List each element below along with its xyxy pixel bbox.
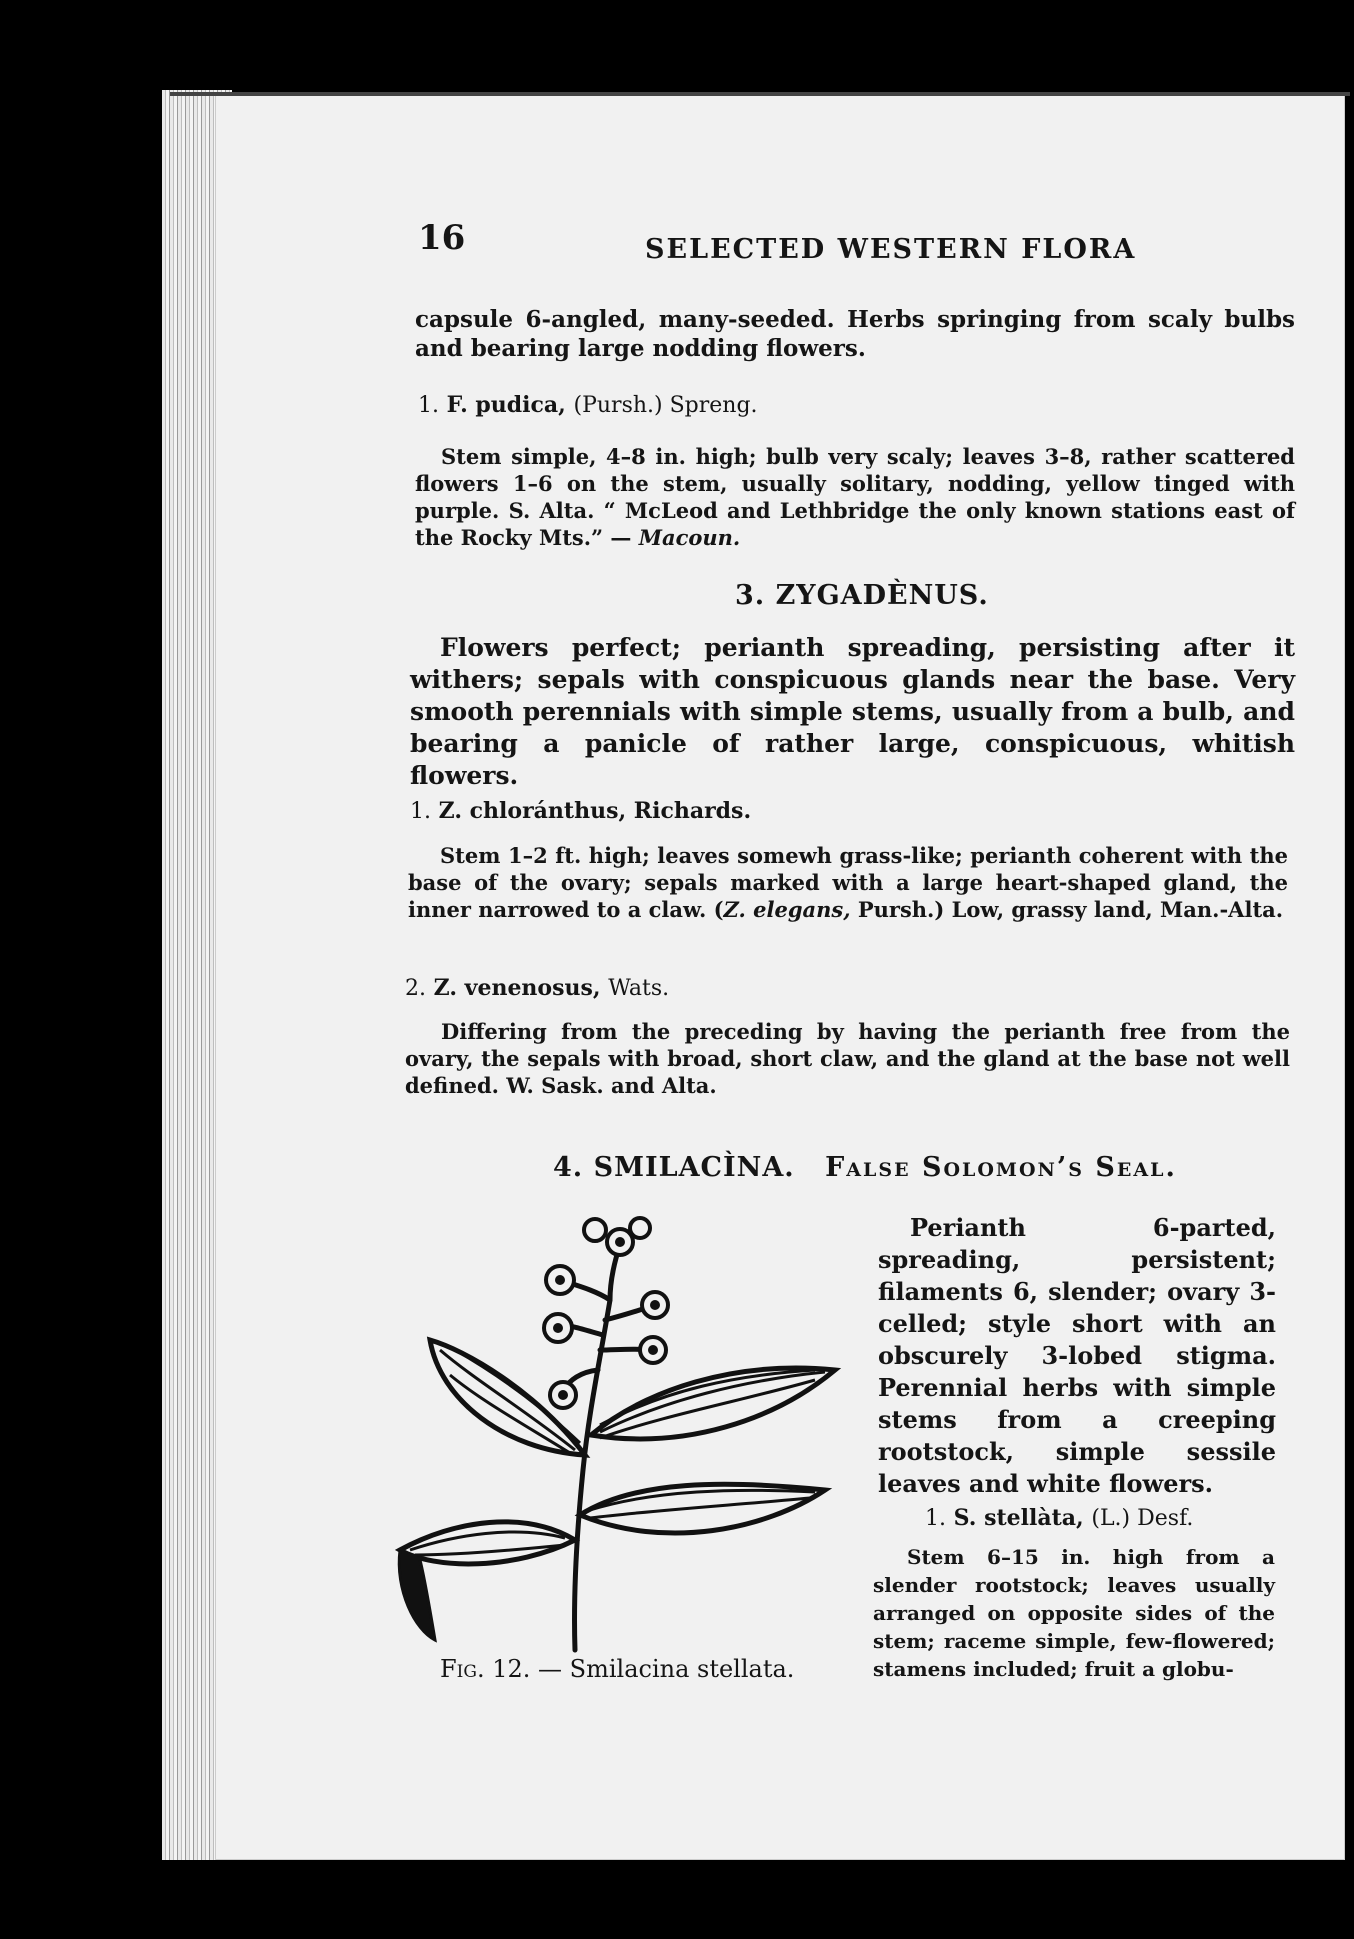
species-heading-z-venenosus — [405, 975, 669, 1001]
genus-name: 4. SMILACÌNA. — [553, 1152, 795, 1183]
running-header: SELECTED WESTERN FLORA — [645, 234, 1137, 265]
figure-text: 12. — Smilacina stellata. — [492, 1655, 795, 1683]
desc-text: Stem simple, 4–8 in. high; bulb very scaly; leaves 3–8, rather scattered flowers 1–6 on the stem, usually solitary, nodding, yellow tinged with purple. S. Alta. “ McLeod and Lethbridge the only known stations east of the Rocky Mts.” — — [415, 444, 1295, 550]
species-number: 2. — [405, 976, 426, 1001]
genus-heading-smilacina — [553, 1152, 1177, 1183]
species-author: Richards. — [633, 798, 752, 824]
page-top-edge — [170, 92, 1350, 96]
species-number: 1. — [418, 393, 439, 418]
page-number: 16 — [418, 218, 466, 258]
figure-label: Fig. — [440, 1655, 485, 1683]
species-author: (Pursh.) Spreng. — [573, 393, 758, 418]
species-heading-f-pudica — [418, 392, 758, 418]
species-number: 1. — [410, 799, 431, 824]
smilacina-stellata-illustration — [395, 1210, 865, 1660]
species-heading-z-chloranthus — [410, 798, 751, 824]
page-right-edge — [1345, 110, 1354, 1870]
species-name: F. pudica, — [446, 392, 566, 418]
genus-desc-smilacina: Perianth 6-parted, spreading, persistent; filaments 6, slender; ovary 3-celled; style short with an obscurely 3-lobed stigma. Perennial herbs with simple stems from a creeping rootstock, simple sessile leaves and white flowers. — [878, 1213, 1276, 1498]
species-author: Wats. — [608, 976, 670, 1001]
genus-common-name: False Solomon’s Seal. — [825, 1152, 1177, 1183]
intro-paragraph: capsule 6-angled, many-seeded. Herbs springing from scaly bulbs and bearing large nodding flowers. — [415, 306, 1295, 362]
species-name: Z. venenosus, — [433, 975, 601, 1001]
species-name: S. stellàta, — [953, 1505, 1084, 1531]
species-desc-s-stellata: Stem 6–15 in. high from a slender rootstock; leaves usually arranged on opposite sides of the stem; raceme simple, few-flowered; stamens included; fruit a globu- — [873, 1545, 1275, 1681]
species-desc-f-pudica — [415, 443, 1295, 551]
figure-caption — [440, 1655, 794, 1683]
species-heading-s-stellata — [925, 1505, 1193, 1531]
species-name: Z. chloránthus, — [438, 798, 627, 824]
species-desc-z-chloranthus — [408, 842, 1288, 923]
species-author: (L.) Desf. — [1091, 1506, 1194, 1531]
desc-synonym: Z. elegans, — [723, 897, 851, 922]
desc-text-end: Pursh.) Low, grassy land, Man.-Alta. — [857, 897, 1284, 922]
genus-desc-zygadenus: Flowers perfect; perianth spreading, persisting after it withers; sepals with conspicuous glands near the base. Very smooth perennials with simple stems, usually from a bulb, and bearing a panicle of rather large, conspicuous, whitish flowers. — [410, 633, 1295, 790]
species-desc-z-venenosus: Differing from the preceding by having the perianth free from the ovary, the sepals with broad, short claw, and the gland at the base not well defined. W. Sask. and Alta. — [405, 1019, 1290, 1098]
desc-text: Stem 1–2 ft. high; leaves somewh grass-like; perianth coherent with the base of the ovary; sepals marked with a large heart-shaped gland, the inner narrowed to a claw. ( — [408, 843, 1288, 922]
genus-heading-zygadenus: 3. ZYGADÈNUS. — [735, 580, 989, 611]
desc-citation: Macoun. — [638, 525, 741, 550]
species-number: 1. — [925, 1506, 946, 1531]
